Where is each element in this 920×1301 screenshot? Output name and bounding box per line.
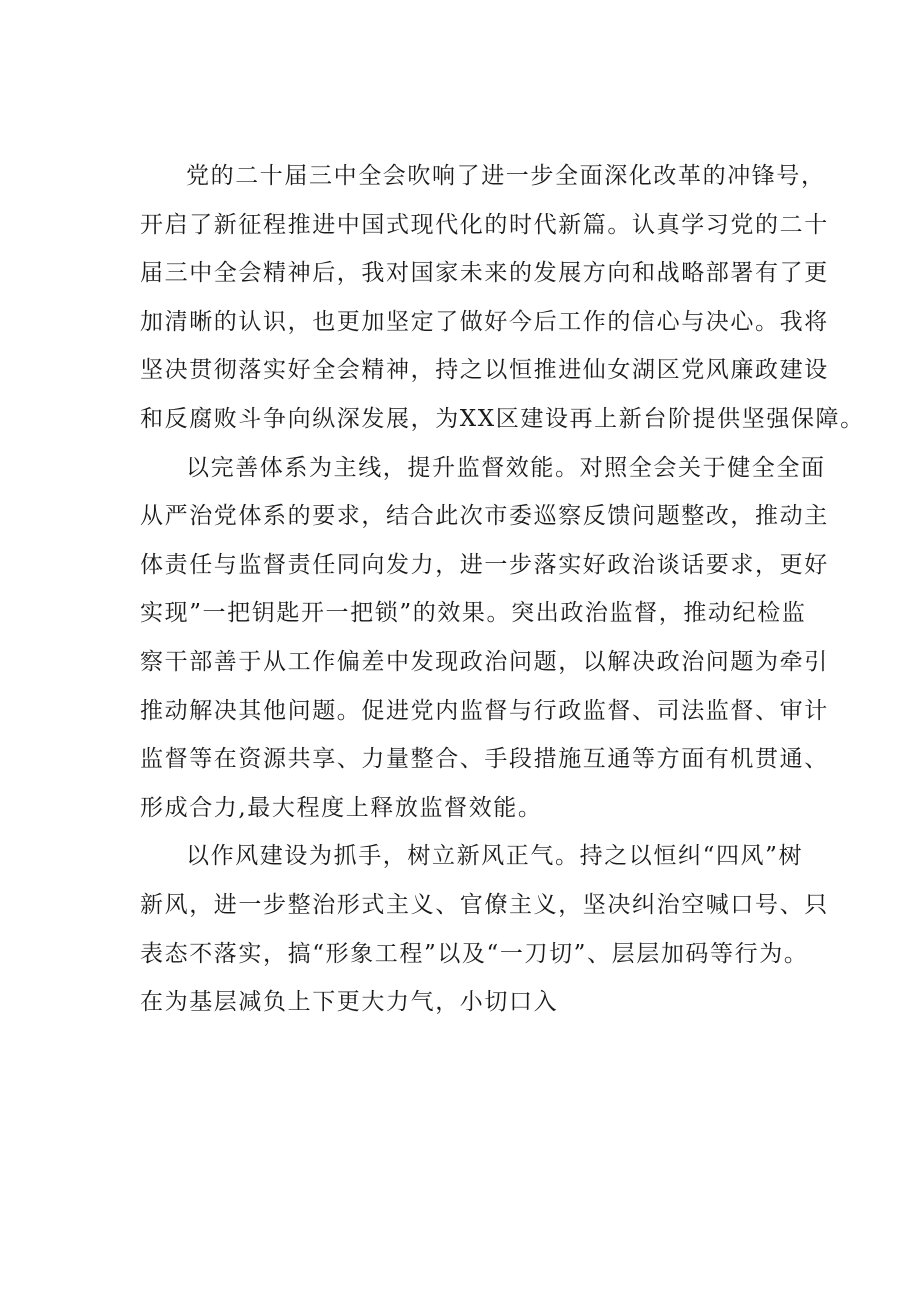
text-line: 以完善体系为主线，提升监督效能。对照全会关于健全全面	[186, 454, 826, 481]
text-line: 形成合力,最大程度上释放监督效能。	[140, 794, 543, 821]
text-line: 新风，进一步整治形式主义、官僚主义，坚决纠治空喊口号、只	[140, 891, 829, 918]
text-line: 表态不落实，搞“形象工程”以及“一刀切”、层层加码等行为。	[140, 940, 809, 967]
text-line: 察干部善于从工作偏差中发现政治问题，以解决政治问题为牵引	[140, 648, 829, 675]
text-line: 和反腐败斗争向纵深发展，为XX区建设再上新台阶提供坚强保障。	[140, 405, 865, 432]
text-line: 党的二十届三中全会吹响了进一步全面深化改革的冲锋号，	[186, 163, 826, 189]
text-line: 在为基层减负上下更大力气，小切口入	[140, 989, 559, 1016]
document-body	[140, 152, 865, 1027]
paragraph-1	[140, 152, 865, 444]
text-line: 实现”一把钥匙开一把锁”的效果。突出政治监督，推动纪检监	[140, 600, 807, 627]
text-line: 从严治党体系的要求，结合此次市委巡察反馈问题整改，推动主	[140, 503, 829, 530]
paragraph-3	[140, 832, 829, 1026]
text-line: 体责任与监督责任同向发力，进一步落实好政治谈话要求，更好	[140, 551, 829, 578]
text-line: 推动解决其他问题。促进党内监督与行政监督、司法监督、审计	[140, 697, 829, 724]
text-line: 开启了新征程推进中国式现代化的时代新篇。认真学习党的二十	[140, 211, 829, 238]
text-line: 监督等在资源共享、力量整合、手段措施互通等方面有机贯通、	[140, 746, 829, 773]
text-line: 加清晰的认识，也更加坚定了做好今后工作的信心与决心。我将	[140, 308, 829, 335]
text-line: 以作风建设为抓手，树立新风正气。持之以恒纠“四风”树	[186, 843, 804, 870]
text-line: 坚决贯彻落实好全会精神，持之以恒推进仙女湖区党风廉政建设	[140, 357, 829, 384]
paragraph-2	[140, 444, 829, 833]
text-line: 届三中全会精神后，我对国家未来的发展方向和战略部署有了更	[140, 260, 829, 287]
